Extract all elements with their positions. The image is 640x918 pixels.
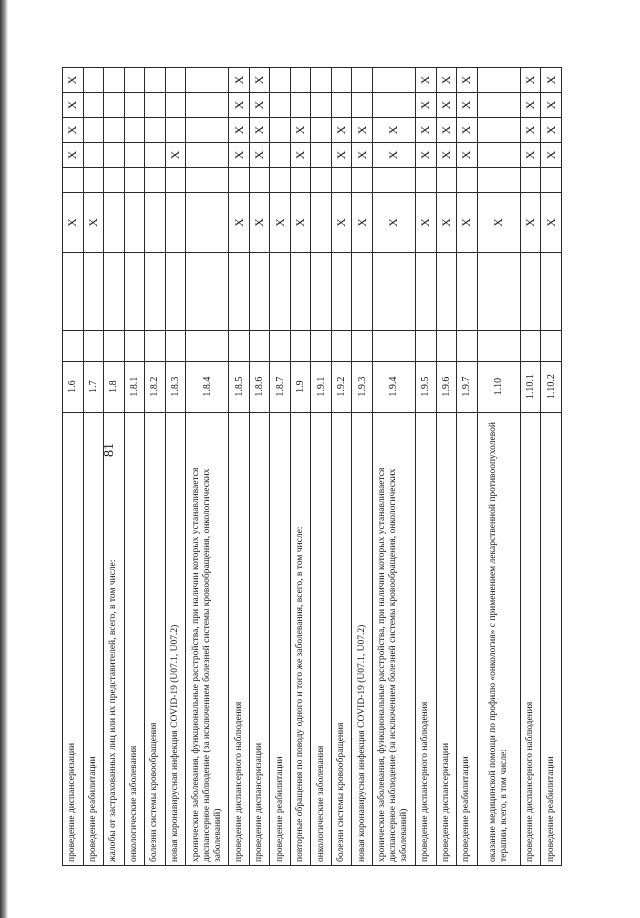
row-code: 1.8.3 — [165, 361, 186, 412]
mark-cell-empty — [165, 118, 186, 143]
table-row — [331, 43, 352, 866]
row-code: 1.10.2 — [541, 361, 562, 412]
mark-cell-empty — [186, 143, 229, 168]
empty-cell — [372, 331, 415, 361]
mark-cell-x: X — [290, 118, 311, 143]
mark-cell-x: X — [372, 118, 415, 143]
row-code: 1.9.3 — [352, 361, 373, 412]
mark-cell-x: X — [290, 143, 311, 168]
empty-cell — [124, 331, 145, 361]
mark-cell-empty — [145, 93, 166, 118]
mark-cell-empty — [372, 68, 415, 93]
mark-cell-empty — [311, 168, 332, 193]
mark-cell-x: X — [541, 93, 562, 118]
mark-cell-empty — [311, 143, 332, 168]
mark-cell-x: X — [249, 143, 270, 168]
row-code: 1.9.7 — [457, 361, 478, 412]
mark-cell-empty — [83, 68, 104, 93]
row-label: проведение реабилитации — [541, 412, 562, 865]
mark-cell-x: X — [249, 193, 270, 253]
table-row — [249, 43, 270, 866]
mark-cell-x: X — [352, 193, 373, 253]
table-row — [372, 43, 415, 866]
table-row — [186, 43, 229, 866]
table-row — [165, 43, 186, 866]
mark-cell-empty — [124, 93, 145, 118]
mark-cell-empty — [124, 68, 145, 93]
table-row — [63, 43, 84, 866]
row-code: 1.10 — [477, 361, 520, 412]
row-label: болезни системы кровообращения — [331, 412, 352, 865]
mark-cell-empty — [63, 252, 84, 330]
table-row — [104, 43, 125, 866]
table-row — [229, 43, 250, 866]
mark-cell-empty — [311, 118, 332, 143]
mark-cell-empty — [331, 68, 352, 93]
mark-cell-empty — [372, 93, 415, 118]
mark-cell-empty — [311, 68, 332, 93]
mark-cell-x: X — [352, 118, 373, 143]
mark-cell-x: X — [63, 93, 84, 118]
mark-cell-empty — [416, 252, 437, 330]
mark-cell-empty — [270, 168, 291, 193]
mark-cell-x: X — [457, 68, 478, 93]
mark-cell-empty — [372, 252, 415, 330]
empty-cell — [270, 331, 291, 361]
empty-cell — [436, 331, 457, 361]
mark-cell-x: X — [457, 143, 478, 168]
mark-cell-empty — [331, 252, 352, 330]
mark-cell-x: X — [331, 118, 352, 143]
row-code: 1.8.6 — [249, 361, 270, 412]
row-label: новая коронавирусная инфекция COVID-19 (U07.1, U07.2) — [165, 412, 186, 865]
mark-cell-x: X — [520, 193, 541, 253]
mark-cell-empty — [270, 68, 291, 93]
mark-cell-empty — [186, 168, 229, 193]
empty-cell — [416, 331, 437, 361]
table-row — [270, 43, 291, 866]
mark-cell-x: X — [331, 143, 352, 168]
mark-cell-empty — [290, 168, 311, 193]
mark-cell-x: X — [229, 68, 250, 93]
mark-cell-x: X — [372, 143, 415, 168]
mark-cell-empty — [331, 168, 352, 193]
mark-cell-x: X — [520, 68, 541, 93]
row-code: 1.9.2 — [331, 361, 352, 412]
mark-cell-x: X — [416, 118, 437, 143]
row-label: болезни системы кровообращения — [145, 412, 166, 865]
row-code: 1.6 — [63, 361, 84, 412]
mark-cell-x: X — [416, 143, 437, 168]
mark-cell-empty — [165, 252, 186, 330]
empty-cell — [457, 331, 478, 361]
table-row — [311, 43, 332, 866]
mark-cell-empty — [290, 252, 311, 330]
row-code: 1.8.7 — [270, 361, 291, 412]
mark-cell-empty — [145, 193, 166, 253]
mark-cell-x: X — [249, 68, 270, 93]
mark-cell-empty — [249, 252, 270, 330]
mark-cell-x: X — [249, 93, 270, 118]
row-label: проведение диспансеризации — [249, 412, 270, 865]
mark-cell-x: X — [229, 118, 250, 143]
mark-cell-x: X — [229, 143, 250, 168]
table-row — [290, 43, 311, 866]
mark-cell-empty — [270, 252, 291, 330]
mark-cell-empty — [165, 193, 186, 253]
mark-cell-empty — [352, 68, 373, 93]
table-row — [457, 43, 478, 866]
mark-cell-empty — [104, 93, 125, 118]
mark-cell-empty — [145, 118, 166, 143]
mark-cell-empty — [520, 252, 541, 330]
row-code: 1.10.1 — [520, 361, 541, 412]
mark-cell-empty — [541, 168, 562, 193]
mark-cell-x: X — [520, 93, 541, 118]
table-row — [352, 43, 373, 866]
mark-cell-empty — [83, 118, 104, 143]
row-label: проведение реабилитации — [83, 412, 104, 865]
mark-cell-empty — [165, 168, 186, 193]
mark-cell-empty — [477, 143, 520, 168]
report-table — [62, 42, 562, 866]
mark-cell-x: X — [436, 118, 457, 143]
row-code: 1.8.2 — [145, 361, 166, 412]
mark-cell-empty — [186, 193, 229, 253]
mark-cell-empty — [311, 252, 332, 330]
table-row — [520, 43, 541, 866]
mark-cell-x: X — [290, 193, 311, 253]
mark-cell-x: X — [477, 193, 520, 253]
empty-cell — [63, 331, 84, 361]
row-label: проведение диспансерного наблюдения — [520, 412, 541, 865]
mark-cell-x: X — [436, 143, 457, 168]
row-label: проведение диспансеризации — [436, 412, 457, 865]
mark-cell-empty — [104, 168, 125, 193]
row-label: жалобы от застрахованных лиц или их представителей, всего, в том числе: — [104, 412, 125, 865]
mark-cell-x: X — [372, 193, 415, 253]
mark-cell-empty — [83, 168, 104, 193]
mark-cell-empty — [104, 252, 125, 330]
row-label: проведение реабилитации — [270, 412, 291, 865]
mark-cell-empty — [436, 168, 457, 193]
mark-cell-empty — [229, 252, 250, 330]
row-code: 1.9.6 — [436, 361, 457, 412]
empty-cell — [165, 331, 186, 361]
mark-cell-x: X — [63, 68, 84, 93]
mark-cell-x: X — [520, 118, 541, 143]
mark-cell-x: X — [83, 193, 104, 253]
row-label: хронические заболевания, функциональные расстройства, при наличии которых устанавливается диспансерное наблюдение (за исключением болезней системы кровообращения, онкологических заболеваний) — [186, 412, 229, 865]
mark-cell-empty — [352, 252, 373, 330]
mark-cell-empty — [186, 68, 229, 93]
empty-cell — [477, 331, 520, 361]
mark-cell-empty — [290, 93, 311, 118]
row-label: хронические заболевания, функциональные расстройства, при наличии которых устанавливается диспансерное наблюдение (за исключением болезней системы кровообращения, онкологических заболеваний) — [372, 412, 415, 865]
table-row — [83, 43, 104, 866]
scan-edge — [0, 0, 8, 918]
empty-cell — [145, 331, 166, 361]
mark-cell-x: X — [352, 143, 373, 168]
empty-cell — [290, 331, 311, 361]
mark-cell-x: X — [520, 143, 541, 168]
mark-cell-empty — [63, 168, 84, 193]
mark-cell-empty — [145, 143, 166, 168]
mark-cell-x: X — [249, 118, 270, 143]
row-label: онкологические заболевания — [124, 412, 145, 865]
row-code: 1.7 — [83, 361, 104, 412]
table-row — [416, 43, 437, 866]
row-label: проведение диспансеризации — [63, 412, 84, 865]
mark-cell-x: X — [63, 118, 84, 143]
mark-cell-empty — [372, 168, 415, 193]
mark-cell-empty — [83, 143, 104, 168]
mark-cell-empty — [186, 93, 229, 118]
mark-cell-empty — [457, 252, 478, 330]
row-code: 1.9.5 — [416, 361, 437, 412]
mark-cell-empty — [83, 93, 104, 118]
mark-cell-empty — [436, 252, 457, 330]
empty-cell — [352, 331, 373, 361]
mark-cell-x: X — [436, 68, 457, 93]
mark-cell-empty — [186, 118, 229, 143]
table-row — [477, 43, 520, 866]
mark-cell-empty — [311, 93, 332, 118]
table-row — [145, 43, 166, 866]
empty-cell — [249, 331, 270, 361]
empty-cell — [311, 331, 332, 361]
row-label: оказание медицинской помощи по профилю «онкология» с применением лекарственной противоопухолевой терапии, всего, в том числе: — [477, 412, 520, 865]
mark-cell-empty — [124, 168, 145, 193]
mark-cell-empty — [145, 168, 166, 193]
mark-cell-x: X — [541, 193, 562, 253]
empty-cell — [186, 331, 229, 361]
mark-cell-empty — [477, 118, 520, 143]
mark-cell-x: X — [436, 193, 457, 253]
table-body — [63, 43, 562, 866]
mark-cell-x: X — [229, 93, 250, 118]
row-label: проведение реабилитации — [457, 412, 478, 865]
row-code: 1.9 — [290, 361, 311, 412]
mark-cell-empty — [270, 118, 291, 143]
empty-cell — [331, 331, 352, 361]
mark-cell-x: X — [457, 193, 478, 253]
mark-cell-x: X — [416, 193, 437, 253]
mark-cell-empty — [165, 68, 186, 93]
mark-cell-empty — [124, 193, 145, 253]
mark-cell-empty — [416, 168, 437, 193]
mark-cell-x: X — [457, 118, 478, 143]
rotated-table — [62, 42, 562, 866]
mark-cell-empty — [541, 252, 562, 330]
mark-cell-empty — [104, 193, 125, 253]
mark-cell-empty — [165, 93, 186, 118]
mark-cell-empty — [457, 168, 478, 193]
mark-cell-empty — [331, 93, 352, 118]
mark-cell-empty — [477, 68, 520, 93]
empty-cell — [541, 331, 562, 361]
mark-cell-empty — [83, 252, 104, 330]
page-number: 81 — [102, 443, 117, 457]
mark-cell-empty — [124, 252, 145, 330]
mark-cell-x: X — [541, 68, 562, 93]
mark-cell-empty — [229, 168, 250, 193]
mark-cell-empty — [477, 252, 520, 330]
empty-cell — [104, 331, 125, 361]
mark-cell-x: X — [541, 118, 562, 143]
empty-cell — [520, 331, 541, 361]
mark-cell-empty — [104, 68, 125, 93]
row-code: 1.8.1 — [124, 361, 145, 412]
mark-cell-empty — [270, 93, 291, 118]
mark-cell-empty — [477, 93, 520, 118]
row-label: повторные обращения по поводу одного и того же заболевания, всего, в том числе: — [290, 412, 311, 865]
mark-cell-empty — [186, 252, 229, 330]
mark-cell-empty — [520, 168, 541, 193]
row-code: 1.9.4 — [372, 361, 415, 412]
mark-cell-empty — [352, 93, 373, 118]
mark-cell-empty — [311, 193, 332, 253]
row-label: онкологические заболевания — [311, 412, 332, 865]
table-row — [436, 43, 457, 866]
mark-cell-x: X — [457, 93, 478, 118]
row-code: 1.8.4 — [186, 361, 229, 412]
mark-cell-x: X — [63, 143, 84, 168]
mark-cell-empty — [124, 143, 145, 168]
mark-cell-empty — [104, 143, 125, 168]
mark-cell-x: X — [331, 193, 352, 253]
mark-cell-empty — [270, 143, 291, 168]
table-container — [62, 42, 562, 866]
mark-cell-empty — [124, 118, 145, 143]
mark-cell-empty — [290, 68, 311, 93]
mark-cell-x: X — [541, 143, 562, 168]
row-code: 1.9.1 — [311, 361, 332, 412]
empty-cell — [83, 331, 104, 361]
table-row — [541, 43, 562, 866]
mark-cell-empty — [145, 68, 166, 93]
mark-cell-x: X — [165, 143, 186, 168]
row-code: 1.8.5 — [229, 361, 250, 412]
mark-cell-x: X — [416, 93, 437, 118]
mark-cell-x: X — [63, 193, 84, 253]
mark-cell-empty — [477, 168, 520, 193]
mark-cell-x: X — [229, 193, 250, 253]
row-label: проведение диспансерного наблюдения — [416, 412, 437, 865]
mark-cell-empty — [145, 252, 166, 330]
table-row — [124, 43, 145, 866]
row-code: 1.8 — [104, 361, 125, 412]
mark-cell-empty — [352, 168, 373, 193]
mark-cell-x: X — [416, 68, 437, 93]
mark-cell-empty — [104, 118, 125, 143]
mark-cell-x: X — [436, 93, 457, 118]
row-label: проведение диспансерного наблюдения — [229, 412, 250, 865]
row-label: новая коронавирусная инфекция COVID-19 (U07.1, U07.2) — [352, 412, 373, 865]
empty-cell — [229, 331, 250, 361]
mark-cell-x: X — [270, 193, 291, 253]
mark-cell-empty — [249, 168, 270, 193]
